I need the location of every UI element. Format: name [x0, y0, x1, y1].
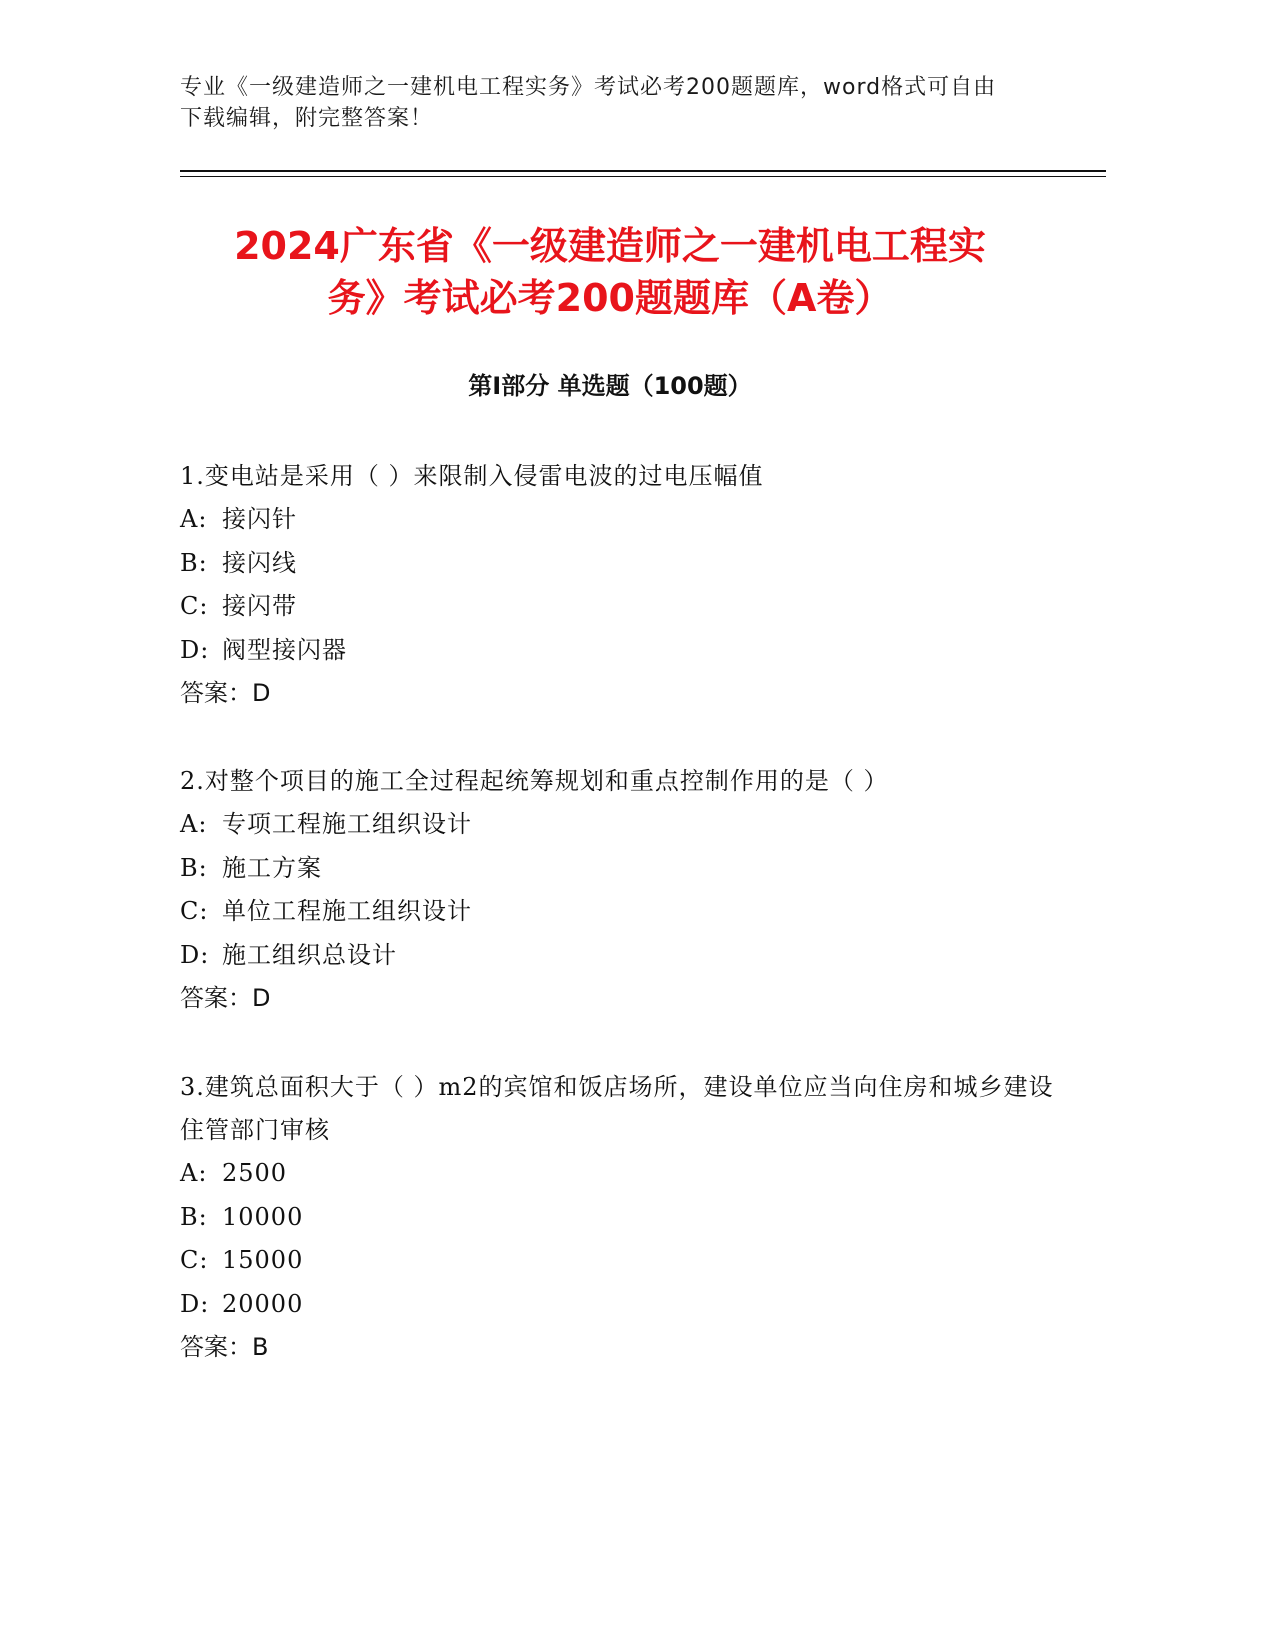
document-title-line-2: 务》考试必考200题题库（A卷）	[327, 276, 893, 320]
question-stem: 3.建筑总面积大于（ ）m2的宾馆和饭店场所，建设单位应当向住房和城乡建设住管部门审核	[180, 1073, 1054, 1144]
option-text: 接闪带	[222, 592, 297, 620]
question-stem: 1.变电站是采用（ ）来限制入侵雷电波的过电压幅值	[180, 462, 764, 490]
section-title: 第Ⅰ部分 单选题（100题）	[468, 372, 752, 400]
option-c	[180, 1239, 1060, 1283]
option-text: 15000	[222, 1246, 304, 1274]
option-letter: B:	[180, 548, 208, 577]
option-letter: A:	[180, 1159, 208, 1187]
option-d	[180, 934, 1060, 978]
option-letter: A:	[180, 810, 208, 838]
option-text: 接闪线	[222, 548, 297, 577]
header-note-line-2: 下载编辑，附完整答案！	[180, 106, 434, 131]
question-stem: 2.对整个项目的施工全过程起统筹规划和重点控制作用的是（ ）	[180, 767, 889, 795]
option-text: 专项工程施工组织设计	[222, 810, 472, 838]
option-letter: D:	[180, 635, 210, 664]
answer: 答案：B	[180, 1333, 269, 1361]
header-divider-thick	[180, 170, 1106, 172]
option-letter: B:	[180, 1202, 208, 1231]
option-c	[180, 890, 1060, 934]
document-title-line-1: 2024广东省《一级建造师之一建机电工程实	[234, 224, 986, 268]
option-text: 施工方案	[222, 853, 322, 882]
option-b	[180, 542, 1060, 586]
header-note	[180, 72, 1040, 134]
option-text: 单位工程施工组织设计	[222, 897, 472, 925]
option-text: 接闪针	[222, 505, 297, 533]
option-a	[180, 803, 1060, 847]
option-letter: B:	[180, 853, 208, 882]
option-letter: D:	[180, 940, 210, 969]
option-letter: C:	[180, 592, 209, 620]
header-note-line-1: 专业《一级建造师之一建机电工程实务》考试必考200题题库，word格式可自由	[180, 75, 997, 100]
question-2	[180, 760, 1060, 1020]
question-1	[180, 455, 1060, 715]
option-b	[180, 847, 1060, 891]
option-text: 20000	[222, 1289, 304, 1318]
option-c	[180, 585, 1060, 629]
option-letter: C:	[180, 1246, 209, 1274]
option-d	[180, 629, 1060, 673]
answer: 答案：D	[180, 984, 271, 1012]
option-a	[180, 498, 1060, 542]
option-letter: C:	[180, 897, 209, 925]
option-b	[180, 1196, 1060, 1240]
option-text: 10000	[222, 1202, 304, 1231]
question-3	[180, 1066, 1060, 1369]
option-letter: A:	[180, 505, 208, 533]
option-letter: D:	[180, 1289, 210, 1318]
header-divider-thin	[180, 176, 1106, 177]
option-d	[180, 1283, 1060, 1327]
option-text: 阀型接闪器	[222, 635, 347, 664]
document-title	[160, 220, 1060, 324]
option-text: 2500	[222, 1159, 288, 1187]
answer: 答案：D	[180, 679, 271, 707]
option-a	[180, 1152, 1060, 1196]
option-text: 施工组织总设计	[222, 940, 397, 969]
